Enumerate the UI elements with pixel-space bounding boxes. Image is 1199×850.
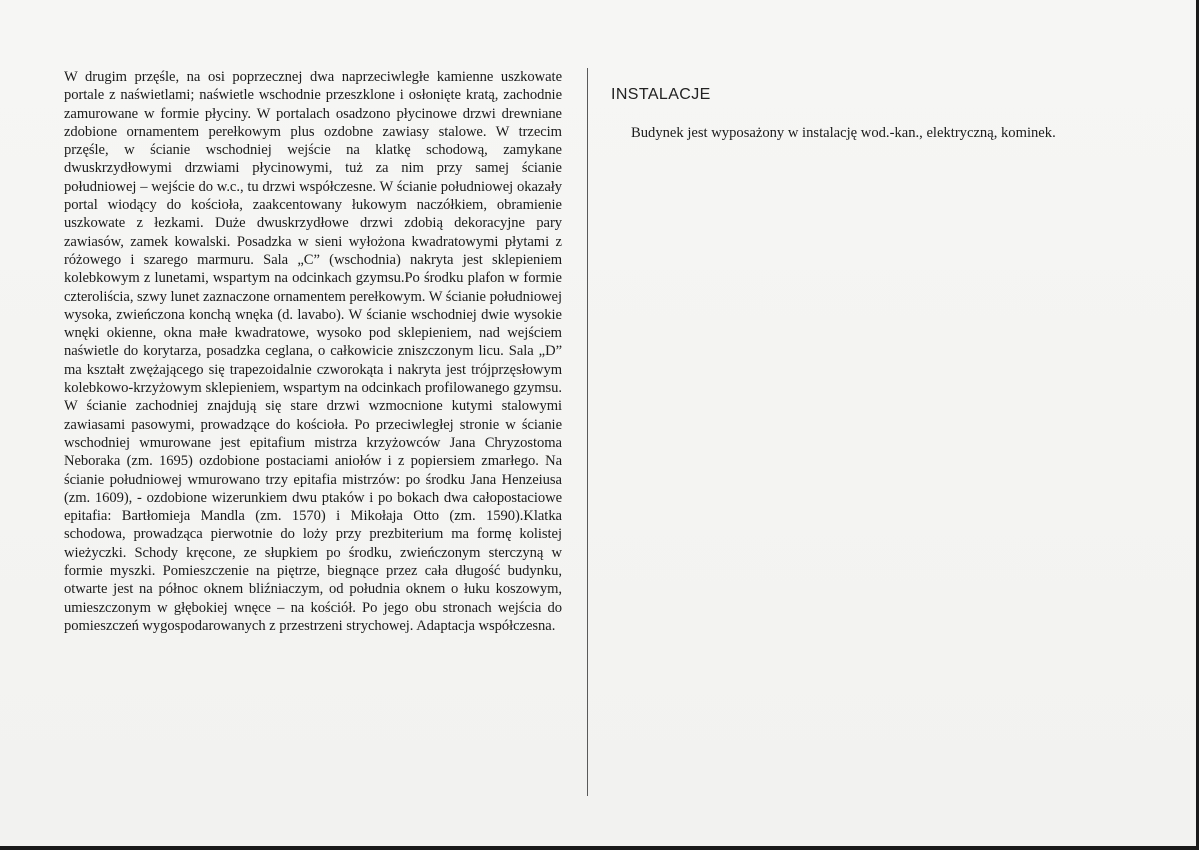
section-text-instalacje: Budynek jest wyposażony w instalację wod.-kan., elektryczną, kominek. — [631, 125, 1056, 141]
left-column — [64, 68, 562, 635]
right-column — [611, 86, 1151, 142]
description-paragraph: W drugim przęśle, na osi poprzecznej dwa naprzeciwległe kamienne uszkowate portale z naświetlami; naświetle wschodnie przeszklone i osłonięte kratą, zachodnie zamurowane w formie płyciny. W portalach osadzono płycinowe drzwi drewniane zdobione ornamentem perełkowym plus ozdobne zawiasy stalowe. W trzecim przęśle, w ścianie wschodniej wejście na klatkę schodową, zamykane dwuskrzydłowymi drzwiami płycinowymi, tuż za nim przy samej ścianie południowej – wejście do w.c., tu drzwi współczesne. W ścianie południowej okazały portal wiodący do kościoła, zaakcentowany łukowym naczółkiem, obramienie uszkowate z łezkami. Duże dwuskrzydłowe drzwi zdobią dekoracyjne pary zawiasów, zamek kowalski. Posadzka w sieni wyłożona kwadratowymi płytami z różowego i szarego marmuru. Sala „C” (wschodnia) nakryta jest sklepieniem kolebkowym z lunetami, wspartym na odcinkach gzymsu.Po środku plafon w formie czteroliścia, szwy lunet zaznaczone ornamentem perełkowym. W ścianie południowej wysoka, zwieńczona konchą wnęka (d. lavabo). W ścianie wschodniej dwie wysokie wnęki okienne, okna małe kwadratowe, wysoko pod sklepieniem, nad wejściem naświetle do korytarza, posadzka ceglana, o całkowicie zniszczonym licu. Sala „D” ma kształt zwężającego się trapezoidalnie czworokąta i nakryta jest trójprzęsłowym kolebkowo-krzyżowym sklepieniem, wspartym na odcinkach profilowanego gzymsu. W ścianie zachodniej znajdują się stare drzwi wzmocnione kutymi stalowymi zawiasami pasowymi, prowadzące do kościoła. Po przeciwległej stronie w ścianie wschodniej wmurowane jest epitafium mistrza krzyżowców Jana Chryzostoma Neboraka (zm. 1695) ozdobione postaciami aniołów i z popiersiem zmarłego. Na ścianie południowej wmurowano trzy epitafia mistrzów: po środku Jana Henzeiusa (zm. 1609), - ozdobione wizerunkiem dwu ptaków i po bokach dwa całopostaciowe epitafia: Bartłomieja Mandla (zm. 1570) i Mikołaja Otto (zm. 1590).Klatka schodowa, prowadząca pierwotnie do loży przy prezbiterium ma formę kolistej wieżyczki. Schody kręcone, ze słupkiem po środku, zwieńczonym sterczyną w formie myszki. Pomieszczenie na piętrze, biegnące przez cała długość budynku, otwarte jest na północ oknem bliźniaczym, od południa oknem o łuku koszowym, umieszczonym w głębokiej wnęce – na kościół. Po jego obu stronach wejścia do pomieszczeń wygospodarowanych z przestrzeni strychowej. Adaptacja współczesna. — [64, 69, 562, 634]
section-title-instalacje: INSTALACJE — [611, 86, 711, 103]
column-divider — [587, 68, 588, 796]
scan-edge-bottom — [0, 846, 1199, 850]
